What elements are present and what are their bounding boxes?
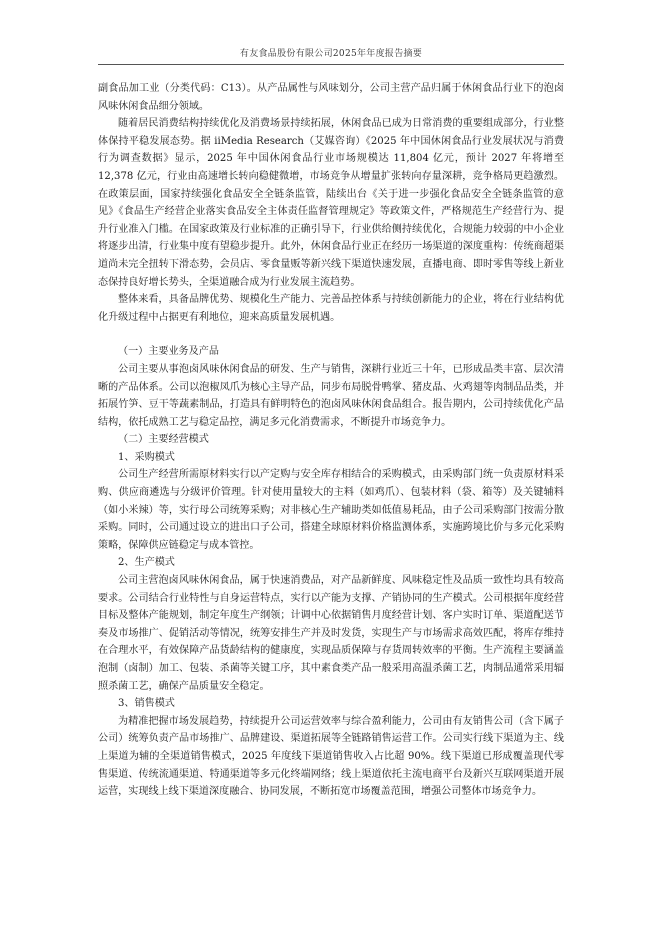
paragraph-business: 公司主要从事泡卤风味休闲食品的研发、生产与销售，深耕行业近三十年，已形成品类丰富、层次清晰的产品体系。公司以泡椒凤爪为核心主导产品，同步布局脱骨鸭掌、猪皮晶、火鸡翅等肉制品品类，并拓展竹笋、豆干等蔬素制品，打造具有鲜明特色的泡卤风味休闲食品组合。报告期内，公司持续优化产品结构，依托成熟工艺与稳定品控，满足多元化消费需求，不断提升市场竞争力。: [98, 363, 564, 428]
paragraph-industry-classification: 副食品加工业（分类代码：C13）。从产品属性与风味划分，公司主营产品归属于休闲食品行业下的泡卤风味休闲食品细分领域。: [98, 83, 564, 112]
paragraph-procurement: 公司生产经营所需原材料实行以产定购与安全库存相结合的采购模式，由采购部门统一负责原材料采购、供应商遴选与分级评价管理。针对使用量较大的主料（如鸡爪）、包装材料（袋、箱等）及关键辅料（如小米辣）等，实行母公司统筹采购；对非核心生产辅助类如低值易耗品，由子公司采购部门按需分散采购。同时，公司通过设立的进出口子公司，搭建全球原材料价格监测体系，实施跨境比价与多元化采购策略，保障供应链稳定与成本管控。: [98, 469, 564, 551]
paragraph-industry-outlook: 整体来看，具备品牌优势、规模化生产能力、完善品控体系与持续创新能力的企业，将在行业结构优化升级过程中占据更有利地位，迎来高质量发展机遇。: [98, 294, 564, 323]
paragraph-industry-overview: 随着居民消费结构持续优化及消费场景持续拓展，休闲食品已成为日常消费的重要组成部分，行业整体保持平稳发展态势。据 iiMedia Research（艾媒咨询）《2025 年中国休闲食品行业发展状况与消费行为调查数据》显示，2025 年中国休闲食品行业市场规模达 11,804 亿元，预计 2027 年将增至 12,378 亿元，行业由高速增长转向稳健微增，市场竞争从增量扩张转向存量深耕，竞争格局更趋激烈。在政策层面，国家持续强化食品安全全链条监管，陆续出台《关于进一步强化食品安全全链条监管的意见》《食品生产经营企业落实食品安全主体责任监督管理规定》等政策文件，严格规范生产经营行为、提升行业准入门槛。在国家政策及行业标准的正确引导下，行业供给侧持续优化，合规能力较弱的中小企业将逐步出清，行业集中度有望稳步提升。此外，休闲食品行业正在经历一场渠道的深度重构：传统商超渠道尚未完全扭转下滑态势，会员店、零食量贩等新兴线下渠道快速发展，直播电商、即时零售等线上新业态保持良好增长势头，全渠道融合成为行业发展主流趋势。: [98, 118, 564, 288]
spacer: [98, 326, 564, 343]
paragraph-sales: 为精准把握市场发展趋势，持续提升公司运营效率与综合盈利能力，公司由有友销售公司（含下属子公司）统筹负责产品市场推广、品牌建设、渠道拓展等全链路销售运营工作。公司实行线下渠道为主、线上渠道为辅的全渠道销售模式，2025 年度线下渠道销售收入占比超 90%。线下渠道已形成覆盖现代零售渠道、传统流通渠道、特通渠道等多元化终端网络；线上渠道依托主流电商平台及新兴互联网渠道开展运营，实现线上线下渠道深度融合、协同发展，不断拓宽市场覆盖范围，增强公司整体市场竞争力。: [98, 715, 564, 798]
page-header: 有友食品股份有限公司2025年年度报告摘要: [98, 46, 564, 65]
subheading-sales: 3、销售模式: [118, 698, 175, 710]
paragraph-production: 公司主营泡卤风味休闲食品，属于快速消费品，对产品新鲜度、风味稳定性及品质一致性均具有较高要求。公司结合行业特性与自身运营特点，实行以产能为支撑、产销协同的生产模式。公司根据年度经营目标及整体产能规划，制定年度生产纲领；计调中心依据销售月度经营计划、客户实时订单、渠道配送节奏及市场推广、促销活动等情况，统筹安排生产并及时发货，实现生产与市场需求高效匹配，将库存维持在合理水平，有效保障产品货龄结构的健康度，实现品质保障与存货周转效率的平衡。生产流程主要涵盖泡制（卤制）加工、包装、杀菌等关键工序，其中素食类产品一般采用高温杀菌工艺，肉制品通常采用辐照杀菌工艺，确保产品质量安全稳定。: [98, 575, 564, 692]
section-heading-business: （一）主要业务及产品: [118, 346, 219, 358]
subheading-procurement: 1、采购模式: [118, 451, 175, 463]
subheading-production: 2、生产模式: [118, 557, 175, 569]
page-content: [98, 80, 564, 801]
section-heading-operating-model: （二）主要经营模式: [118, 434, 209, 446]
